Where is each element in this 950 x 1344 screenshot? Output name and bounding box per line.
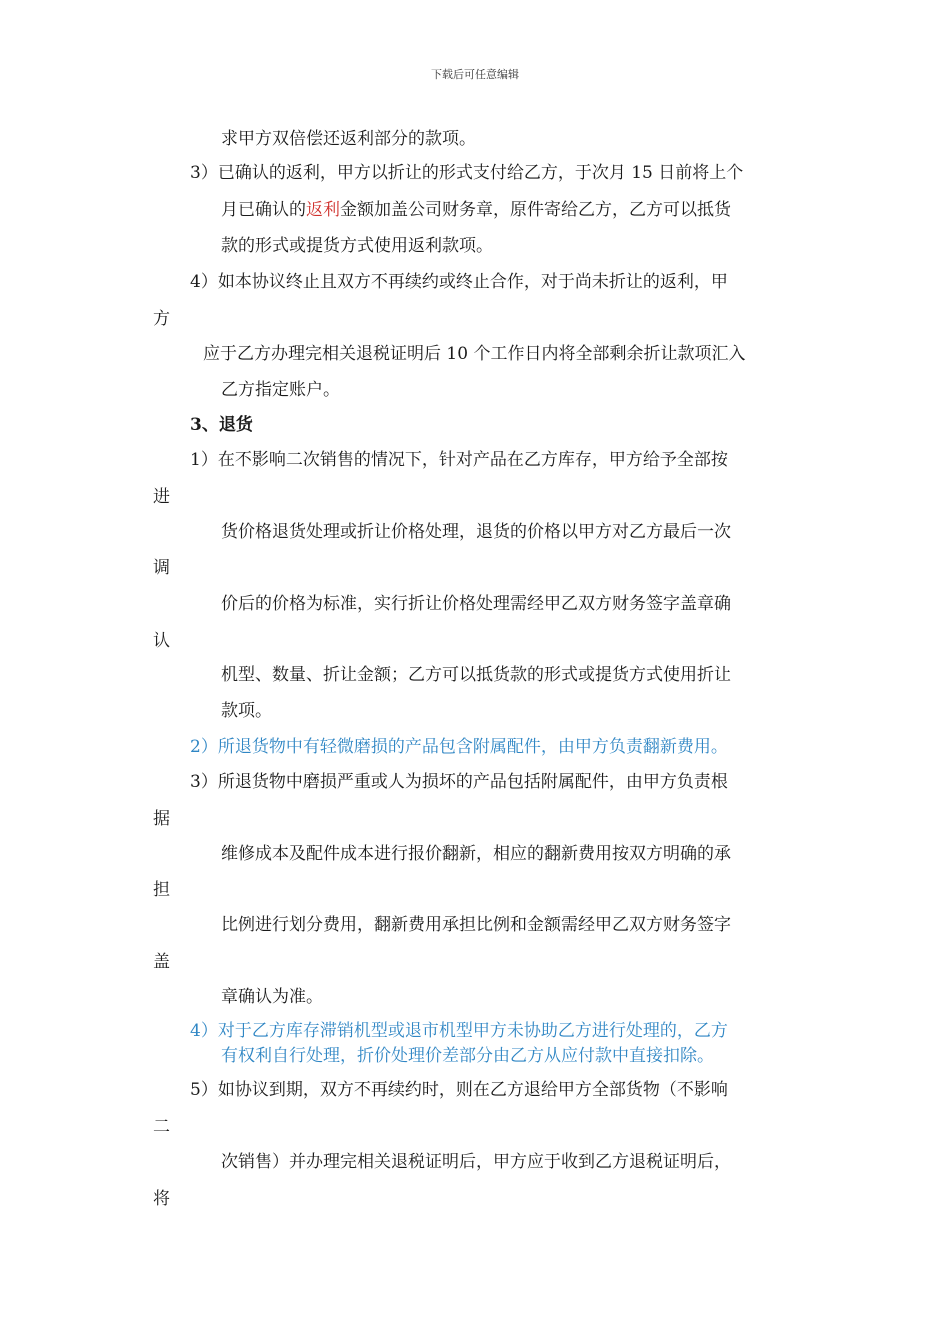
text-line: 章确认为准。 <box>221 987 323 1007</box>
section-heading: 3、退货 <box>190 415 253 435</box>
text-line: 3）所退货物中磨损严重或人为损坏的产品包括附属配件，由甲方负责根 <box>190 772 728 792</box>
text-line: 款项。 <box>221 701 272 721</box>
text-line: 乙方指定账户。 <box>221 380 340 400</box>
text-line: 1）在不影响二次销售的情况下，针对产品在乙方库存，甲方给予全部按 <box>190 450 728 470</box>
text-line: 次销售）并办理完相关退税证明后，甲方应于收到乙方退税证明后， <box>221 1152 731 1172</box>
text-line: 价后的价格为标准，实行折让价格处理需经甲乙双方财务签字盖章确 <box>221 594 731 614</box>
wrapped-char: 调 <box>153 558 170 578</box>
text-segment: 月已确认的 <box>221 200 306 220</box>
text-line: 3）已确认的返利，甲方以折让的形式支付给乙方，于次月 15 日前将上个 <box>190 163 744 183</box>
wrapped-char: 认 <box>153 631 170 651</box>
wrapped-char: 二 <box>153 1117 170 1137</box>
text-segment: 金额加盖公司财务章，原件寄给乙方，乙方可以抵货 <box>340 200 731 220</box>
wrapped-char: 据 <box>153 809 170 829</box>
text-line: 机型、数量、折让金额；乙方可以抵货款的形式或提货方式使用折让 <box>221 665 731 685</box>
text-line: 应于乙方办理完相关退税证明后 10 个工作日内将全部剩余折让款项汇入 <box>203 344 746 364</box>
text-line <box>221 199 731 221</box>
text-line-highlighted: 4）对于乙方库存滞销机型或退市机型甲方未协助乙方进行处理的，乙方 <box>190 1021 728 1041</box>
wrapped-char: 将 <box>153 1189 170 1209</box>
wrapped-char: 方 <box>153 309 170 329</box>
text-line-highlighted: 有权利自行处理，折价处理价差部分由乙方从应付款中直接扣除。 <box>221 1046 714 1066</box>
text-line-highlighted: 2）所退货物中有轻微磨损的产品包含附属配件，由甲方负责翻新费用。 <box>190 737 728 757</box>
text-line: 比例进行划分费用，翻新费用承担比例和金额需经甲乙双方财务签字 <box>221 915 731 935</box>
text-line: 4）如本协议终止且双方不再续约或终止合作，对于尚未折让的返利，甲 <box>190 272 728 292</box>
wrapped-char: 进 <box>153 487 170 507</box>
text-line: 维修成本及配件成本进行报价翻新，相应的翻新费用按双方明确的承 <box>221 844 731 864</box>
page-header: 下载后可任意编辑 <box>431 68 519 81</box>
highlighted-term: 返利 <box>306 200 340 220</box>
text-line: 货价格退货处理或折让价格处理，退货的价格以甲方对乙方最后一次 <box>221 522 731 542</box>
wrapped-char: 担 <box>153 880 170 900</box>
text-line: 款的形式或提货方式使用返利款项。 <box>221 236 493 256</box>
wrapped-char: 盖 <box>153 952 170 972</box>
text-line: 求甲方双倍偿还返利部分的款项。 <box>221 129 476 149</box>
text-line: 5）如协议到期，双方不再续约时，则在乙方退给甲方全部货物（不影响 <box>190 1080 728 1100</box>
